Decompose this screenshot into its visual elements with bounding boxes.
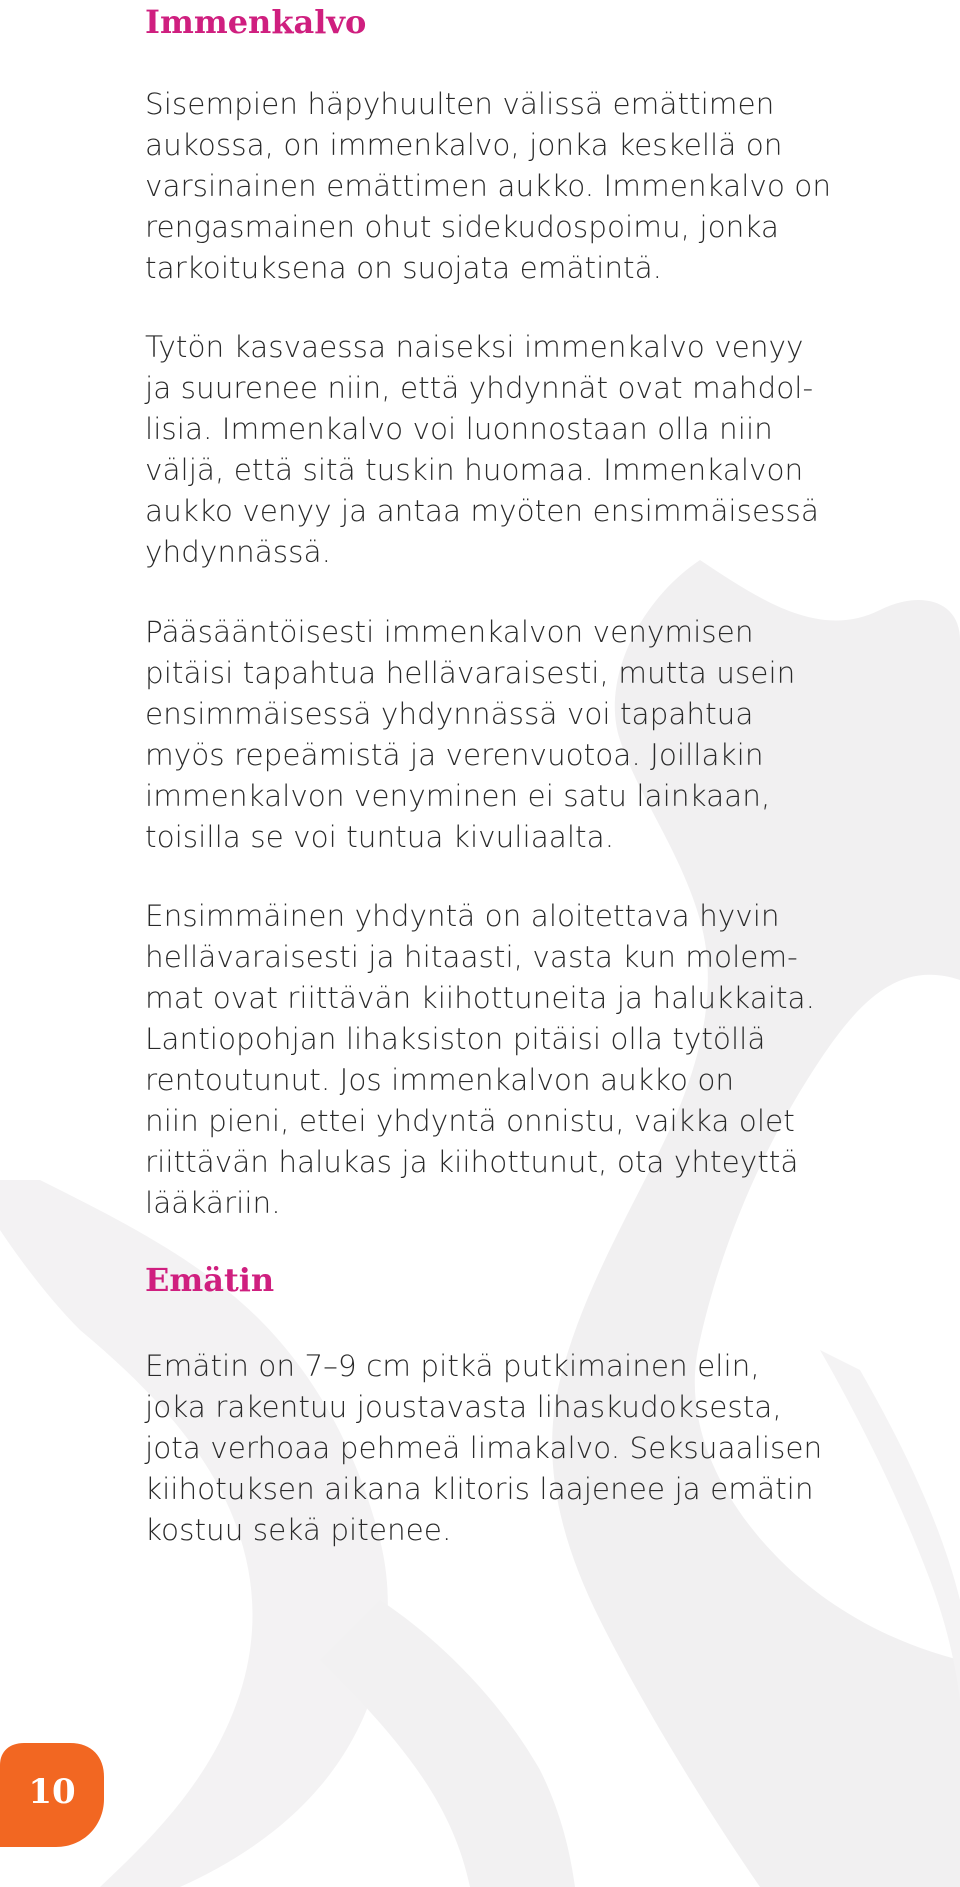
paragraph: Pääsääntöisesti immenkalvon venymisen pitäisi tapahtua hellävaraisesti, mutta usein ensimmäisessä yhdynnässä voi tapahtua myös repeämistä ja verenvuotoa. Joillakin immenkalvon venyminen ei satu lainkaan, toisilla se voi tuntua kivuliaalta. (145, 615, 796, 854)
page-number: 10 (28, 1772, 76, 1812)
paragraph: Emätin on 7–9 cm pitkä putkimainen elin, joka rakentuu joustavasta lihaskudoksesta, jota verhoaa pehmeä limakalvo. Seksuaalisen kiihotuksen aikana klitoris laajenee ja emätin kostuu sekä pitenee. (145, 1349, 823, 1547)
paragraph: Sisempien häpyhuulten välissä emättimen aukossa, on immenkalvo, jonka keskellä on varsinainen emättimen aukko. Immenkalvo on rengasmainen ohut sidekudospoimu, jonka tarkoituksena on suojata emätintä. (145, 87, 832, 285)
section-heading-immenkalvo: Immenkalvo (145, 3, 367, 41)
paragraph: Ensimmäinen yhdyntä on aloitettava hyvin hellävaraisesti ja hitaasti, vasta kun molem- mat ovat riittävän kiihottuneita ja halukkaita. Lantiopohjan lihaksiston pitäisi olla tytöllä rentoutunut. Jos immenkalvon aukko on niin pieni, ettei yhdyntä onnistu, vaikka olet riittävän halukas ja kiihottunut, ota yhteyttä lääkäriin. (145, 899, 816, 1220)
section-heading-ematin: Emätin (145, 1261, 275, 1299)
paragraph: Tytön kasvaessa naiseksi immenkalvo venyy ja suurenee niin, että yhdynnät ovat mahdol- lisia. Immenkalvo voi luonnostaan olla niin väljä, että sitä tuskin huomaa. Immenkalvon aukko venyy ja antaa myöten ensimmäisessä yhdynnässä. (145, 330, 819, 569)
